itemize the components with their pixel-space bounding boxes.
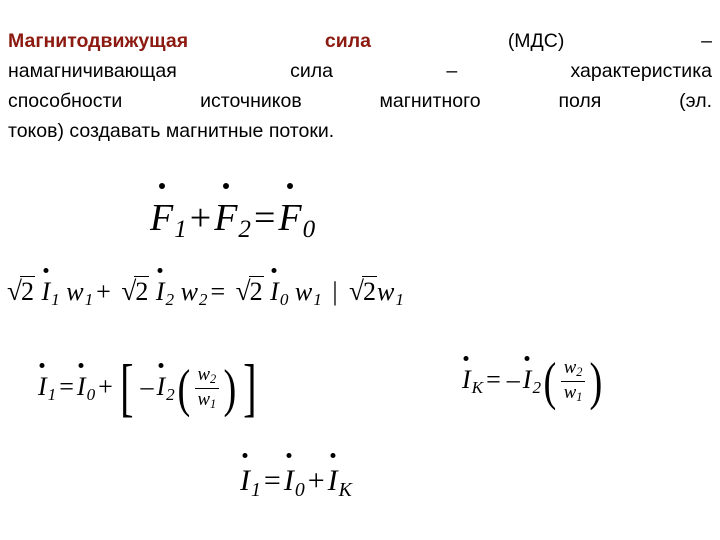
symbol-I1: I	[41, 277, 51, 306]
denominator-subscript: 1	[576, 390, 583, 405]
equation-IK	[462, 352, 605, 413]
operator-equals: =	[210, 277, 226, 306]
subscript-1: 1	[47, 385, 57, 405]
paragraph-lead-term: Магнитодвижущая	[8, 30, 189, 52]
operator-plus: +	[96, 277, 111, 306]
symbol-IK: I	[462, 365, 471, 395]
paragraph-abbrev: (МДС)	[507, 30, 565, 52]
subscript-2: 2	[166, 385, 175, 405]
denominator-subscript: 1	[209, 397, 217, 412]
symbol-w1b: w	[377, 277, 395, 306]
bracket-close: ]	[243, 351, 257, 424]
radicand-2: 2	[363, 277, 377, 306]
bracket-open: [	[119, 351, 134, 424]
subscript-0: 0	[86, 385, 96, 405]
operator-equals: =	[486, 365, 501, 395]
fraction-w2-w1	[561, 358, 586, 405]
operator-equals: =	[59, 372, 74, 402]
symbol-w2: w	[180, 277, 198, 306]
operator-equals: =	[263, 464, 281, 497]
subscript-K: K	[338, 478, 352, 501]
symbol-w: w	[66, 277, 84, 306]
paragraph-line-3: способности источников магнитного поля (эл.	[8, 90, 712, 112]
sqrt-1	[6, 276, 35, 307]
numerator-symbol: w	[563, 357, 577, 379]
fraction-w2-w1	[195, 365, 220, 412]
radical-sign: √	[235, 276, 251, 306]
numerator-subscript: 2	[209, 372, 217, 387]
paren-open: (	[177, 358, 191, 418]
symbol-I1: I	[38, 372, 47, 402]
equation-I1-expanded	[38, 352, 261, 427]
operator-minus: –	[506, 365, 520, 395]
operator-equals: =	[253, 197, 276, 239]
equation-current-turns	[6, 276, 404, 310]
subscript-2: 2	[238, 216, 251, 244]
subscript-1b: 1	[84, 289, 94, 309]
symbol-I2: I	[156, 372, 166, 402]
symbol-F1: F	[150, 197, 174, 239]
fraction-denominator	[561, 382, 586, 405]
fraction-denominator	[195, 389, 220, 412]
radical-sign: √	[121, 276, 137, 306]
paragraph-line-4: токов) создавать магнитные потоки.	[8, 120, 335, 142]
symbol-I1: I	[240, 464, 250, 497]
subscript-1d: 1	[395, 289, 404, 309]
symbol-IK: I	[327, 464, 338, 497]
symbol-F0: F	[278, 197, 302, 239]
subscript-2: 2	[532, 378, 542, 398]
radicand-2: 2	[135, 277, 149, 306]
subscript-1: 1	[251, 478, 261, 501]
operator-plus: +	[98, 372, 113, 402]
subscript-1c: 1	[313, 289, 322, 309]
radical-sign: √	[7, 276, 22, 306]
paragraph-dash: –	[701, 30, 713, 52]
paragraph-block	[8, 26, 712, 146]
fraction-numerator	[195, 365, 220, 389]
radicand-2: 2	[249, 277, 263, 306]
symbol-I0: I	[76, 372, 86, 402]
divider-bar: |	[332, 277, 338, 306]
symbol-I0: I	[270, 277, 279, 306]
subscript-2b: 2	[198, 289, 208, 309]
subscript-1: 1	[174, 216, 187, 244]
paren-close: )	[223, 358, 237, 418]
symbol-w1: w	[294, 277, 313, 306]
paragraph-line-2: намагничивающая сила – характеристика	[8, 60, 712, 82]
paragraph-line-1	[8, 26, 712, 56]
symbol-I0: I	[283, 464, 294, 497]
operator-plus: +	[189, 197, 212, 239]
symbol-I2: I	[522, 365, 532, 395]
operator-plus: +	[307, 464, 325, 497]
numerator-subscript: 2	[576, 365, 583, 380]
paragraph-lead-term-2: сила	[324, 30, 371, 52]
numerator-symbol: w	[197, 364, 210, 386]
subscript-0: 0	[279, 289, 289, 309]
sqrt-3	[235, 276, 264, 307]
operator-minus: –	[140, 372, 154, 402]
paren-close: )	[589, 351, 603, 411]
subscript-K: K	[471, 378, 484, 398]
equation-I1-sum	[240, 464, 352, 502]
subscript-2: 2	[165, 289, 175, 309]
subscript-0: 0	[302, 216, 316, 244]
sqrt-4	[348, 276, 377, 307]
subscript-0: 0	[294, 478, 305, 501]
denominator-symbol: w	[563, 382, 577, 404]
sqrt-2	[120, 276, 149, 307]
paren-open: (	[543, 351, 557, 411]
subscript-1: 1	[51, 289, 60, 309]
denominator-symbol: w	[197, 389, 210, 411]
equation-mmf-sum	[150, 196, 315, 244]
radicand-2: 2	[20, 277, 34, 306]
symbol-I2: I	[155, 277, 165, 306]
radical-sign: √	[349, 276, 365, 306]
fraction-numerator	[561, 358, 586, 382]
symbol-F2: F	[214, 197, 238, 239]
